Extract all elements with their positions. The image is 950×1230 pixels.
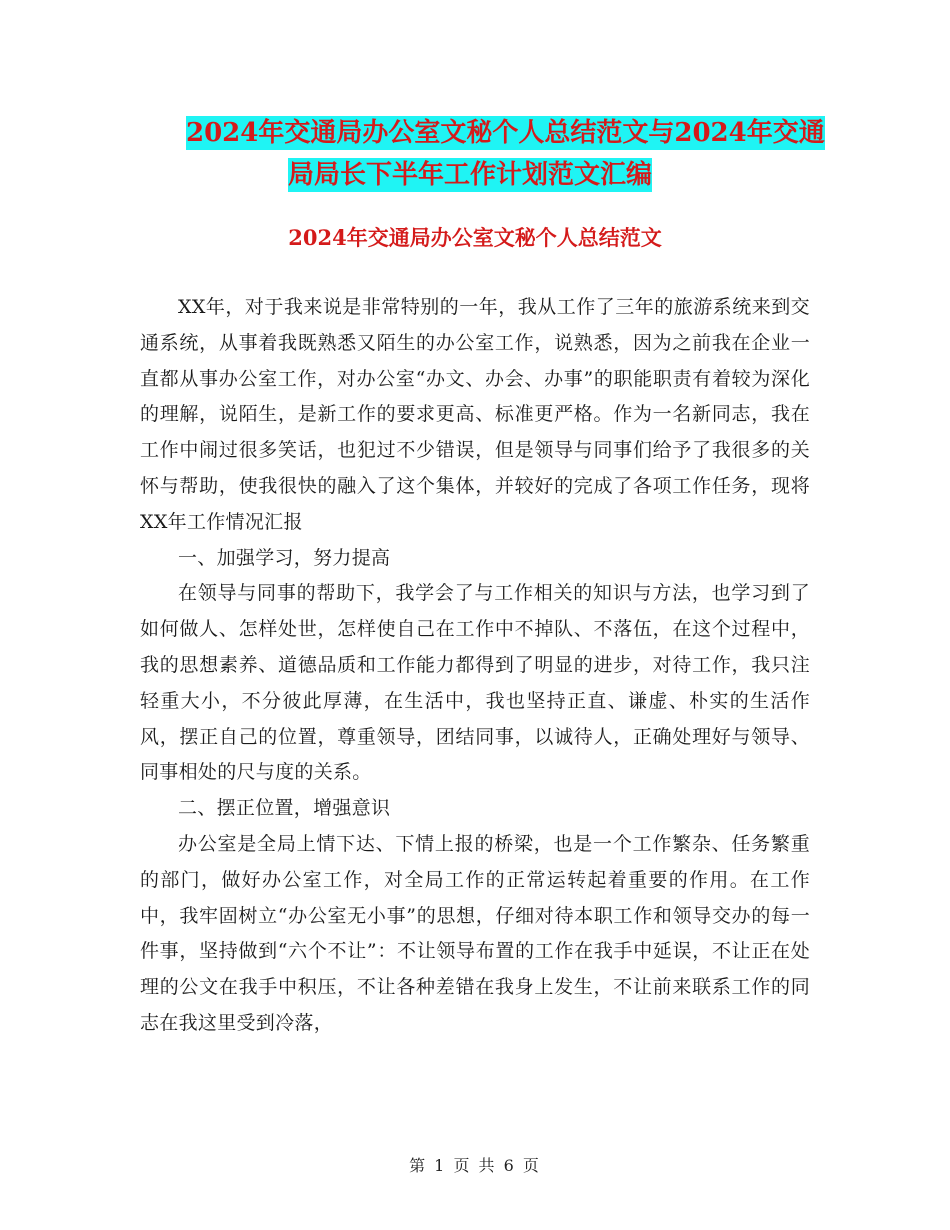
heading-section-2: 二、摆正位置，增强意识 [178, 797, 391, 820]
section-title: 2024年交通局办公室文秘个人总结范文 [288, 225, 662, 250]
title-line-1: 2024年交通局办公室文秘个人总结范文与2024年交通 [186, 118, 825, 148]
document-title [140, 112, 830, 196]
paragraph-section-2: 办公室是全局上情下达、下情上报的桥梁，也是一个工作繁杂、任务繁重的部门，做好办公室工作，对全局工作的正常运转起着重要的作用。在工作中，我牢固树立“办公室无小事”的思想，仔细对待本职工作和领导交办的每一件事，坚持做到“六个不让”：不让领导布置的工作在我手中延误，不让正在处理的公文在我手中积压，不让各种差错在我身上发生，不让前来联系工作的同志在我这里受到冷落， [140, 832, 810, 1034]
paragraph-intro: XX年，对于我来说是非常特别的一年，我从工作了三年的旅游系统来到交通系统，从事着我既熟悉又陌生的办公室工作，说熟悉，因为之前我在企业一直都从事办公室工作，对办公室“办文、办会、办事”的职能职责有着较为深化的理解，说陌生，是新工作的要求更高、标准更严格。作为一名新同志，我在工作中闹过很多笑话，也犯过不少错误，但是领导与同事们给予了我很多的关怀与帮助，使我很快的融入了这个集体，并较好的完成了各项工作任务，现将XX年工作情况汇报 [140, 296, 810, 533]
title-line-2: 局局长下半年工作计划范文汇编 [288, 160, 653, 190]
heading-section-1: 一、加强学习，努力提高 [178, 546, 391, 569]
paragraph-section-1: 在领导与同事的帮助下，我学会了与工作相关的知识与方法，也学习到了如何做人、怎样处世，怎样使自己在工作中不掉队、不落伍，在这个过程中，我的思想素养、道德品质和工作能力都得到了明显的进步，对待工作，我只注轻重大小，不分彼此厚薄，在生活中，我也坚持正直、谦虚、朴实的生活作风，摆正自己的位置，尊重领导，团结同事，以诚待人，正确处理好与领导、同事相处的尺与度的关系。 [140, 582, 810, 784]
page-footer: 第 1 页 共 6 页 [409, 1156, 541, 1175]
document-body [140, 290, 810, 1042]
